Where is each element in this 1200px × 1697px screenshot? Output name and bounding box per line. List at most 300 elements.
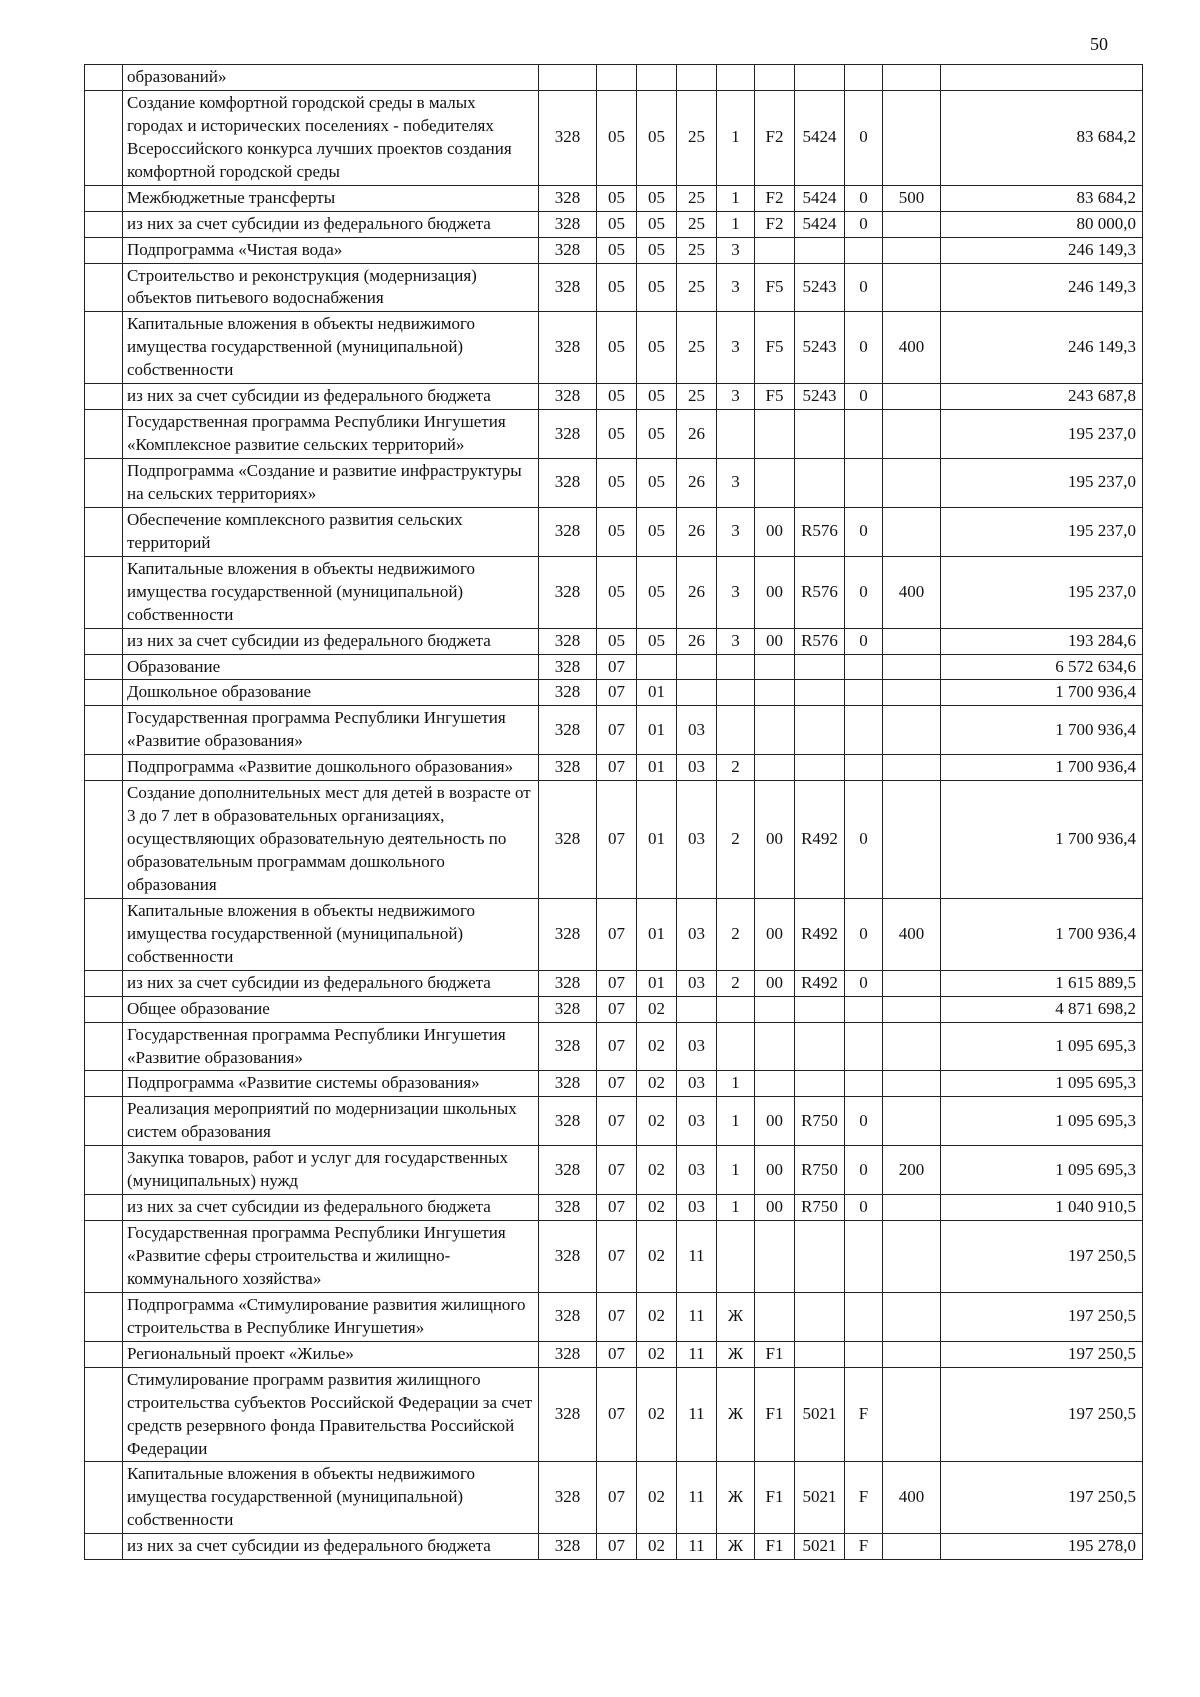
row-amount: 1 700 936,4 — [941, 898, 1143, 970]
row-name: Государственная программа Республики Ингушетия «Развитие образования» — [123, 706, 539, 755]
row-name: Государственная программа Республики Ингушетия «Комплексное развитие сельских территорий» — [123, 410, 539, 459]
row-name: Государственная программа Республики Ингушетия «Развитие образования» — [123, 1022, 539, 1071]
direction-code — [795, 1292, 845, 1341]
subprogram-code: Ж — [717, 1292, 755, 1341]
row-name: Реализация мероприятий по модернизации школьных систем образования — [123, 1097, 539, 1146]
row-name: Межбюджетные трансферты — [123, 185, 539, 211]
direction-code: 5021 — [795, 1367, 845, 1462]
subprogram-code: 3 — [717, 312, 755, 384]
table-row — [85, 1195, 1143, 1221]
ministry-code: 328 — [539, 384, 597, 410]
direction-code — [795, 680, 845, 706]
row-name: из них за счет субсидии из федерального бюджета — [123, 1534, 539, 1560]
subprogram-code: 3 — [717, 507, 755, 556]
direction-code — [795, 1071, 845, 1097]
row-name: из них за счет субсидии из федерального бюджета — [123, 628, 539, 654]
row-number-cell — [85, 781, 123, 899]
table-row — [85, 680, 1143, 706]
expense-type-code — [883, 1367, 941, 1462]
row-name: Закупка товаров, работ и услуг для государственных (муниципальных) нужд — [123, 1146, 539, 1195]
program-code: 25 — [677, 237, 717, 263]
section-code: 05 — [597, 628, 637, 654]
expense-type-code — [883, 507, 941, 556]
row-number-cell — [85, 211, 123, 237]
direction-code: 5243 — [795, 384, 845, 410]
direction-code — [795, 1341, 845, 1367]
ministry-code: 328 — [539, 755, 597, 781]
subprogram-code: 3 — [717, 556, 755, 628]
expense-type-code — [883, 706, 941, 755]
row-name: Образование — [123, 654, 539, 680]
table-row — [85, 970, 1143, 996]
row-number-cell — [85, 1292, 123, 1341]
row-amount: 246 149,3 — [941, 312, 1143, 384]
subsection-code: 05 — [637, 211, 677, 237]
row-number-cell — [85, 1367, 123, 1462]
ministry-code: 328 — [539, 1195, 597, 1221]
row-number-cell — [85, 263, 123, 312]
program-code: 11 — [677, 1367, 717, 1462]
expense-type-code — [883, 781, 941, 899]
budget-table — [84, 64, 1143, 1560]
row-number-cell — [85, 185, 123, 211]
row-number-cell — [85, 970, 123, 996]
ministry-code: 328 — [539, 1221, 597, 1293]
table-row — [85, 556, 1143, 628]
table-row — [85, 312, 1143, 384]
row-name: Капитальные вложения в объекты недвижимого имущества государственной (муниципальной) собственности — [123, 1462, 539, 1534]
section-code: 07 — [597, 1097, 637, 1146]
direction-code — [795, 410, 845, 459]
row-name: из них за счет субсидии из федерального бюджета — [123, 1195, 539, 1221]
row-amount: 1 040 910,5 — [941, 1195, 1143, 1221]
ministry-code: 328 — [539, 628, 597, 654]
subprogram-code: 3 — [717, 459, 755, 508]
row-number-cell — [85, 1022, 123, 1071]
extra-code: 0 — [845, 185, 883, 211]
project-code — [755, 706, 795, 755]
subsection-code: 05 — [637, 90, 677, 185]
subprogram-code — [717, 706, 755, 755]
ministry-code — [539, 65, 597, 91]
expense-type-code — [883, 211, 941, 237]
row-amount: 195 237,0 — [941, 459, 1143, 508]
expense-type-code — [883, 680, 941, 706]
extra-code — [845, 1292, 883, 1341]
row-name: из них за счет субсидии из федерального бюджета — [123, 384, 539, 410]
row-name: Капитальные вложения в объекты недвижимого имущества государственной (муниципальной) собственности — [123, 556, 539, 628]
row-name: Строительство и реконструкция (модернизация) объектов питьевого водоснабжения — [123, 263, 539, 312]
subprogram-code — [717, 680, 755, 706]
row-number-cell — [85, 312, 123, 384]
row-amount: 197 250,5 — [941, 1367, 1143, 1462]
ministry-code: 328 — [539, 1146, 597, 1195]
subsection-code: 01 — [637, 781, 677, 899]
expense-type-code — [883, 65, 941, 91]
table-row — [85, 65, 1143, 91]
expense-type-code — [883, 1341, 941, 1367]
row-number-cell — [85, 755, 123, 781]
extra-code: F — [845, 1534, 883, 1560]
expense-type-code — [883, 1195, 941, 1221]
extra-code — [845, 410, 883, 459]
project-code: 00 — [755, 556, 795, 628]
table-row — [85, 898, 1143, 970]
ministry-code: 328 — [539, 90, 597, 185]
row-amount: 1 615 889,5 — [941, 970, 1143, 996]
project-code: 00 — [755, 781, 795, 899]
ministry-code: 328 — [539, 996, 597, 1022]
subprogram-code: 1 — [717, 90, 755, 185]
subprogram-code: Ж — [717, 1462, 755, 1534]
section-code: 07 — [597, 1462, 637, 1534]
row-number-cell — [85, 507, 123, 556]
subprogram-code: 2 — [717, 781, 755, 899]
row-number-cell — [85, 628, 123, 654]
row-name: Капитальные вложения в объекты недвижимого имущества государственной (муниципальной) собственности — [123, 898, 539, 970]
extra-code: 0 — [845, 1097, 883, 1146]
extra-code: 0 — [845, 970, 883, 996]
section-code: 05 — [597, 185, 637, 211]
ministry-code: 328 — [539, 1341, 597, 1367]
subsection-code: 05 — [637, 507, 677, 556]
program-code: 26 — [677, 628, 717, 654]
program-code: 25 — [677, 312, 717, 384]
program-code: 03 — [677, 970, 717, 996]
program-code: 03 — [677, 781, 717, 899]
extra-code: 0 — [845, 507, 883, 556]
row-amount: 1 700 936,4 — [941, 680, 1143, 706]
project-code: 00 — [755, 898, 795, 970]
row-amount: 1 095 695,3 — [941, 1022, 1143, 1071]
row-number-cell — [85, 654, 123, 680]
expense-type-code: 400 — [883, 898, 941, 970]
subprogram-code — [717, 410, 755, 459]
ministry-code: 328 — [539, 1097, 597, 1146]
expense-type-code — [883, 1534, 941, 1560]
row-amount: 1 095 695,3 — [941, 1146, 1143, 1195]
direction-code: R576 — [795, 507, 845, 556]
direction-code: R492 — [795, 898, 845, 970]
ministry-code: 328 — [539, 556, 597, 628]
program-code: 11 — [677, 1292, 717, 1341]
subprogram-code: 2 — [717, 898, 755, 970]
row-number-cell — [85, 898, 123, 970]
expense-type-code — [883, 384, 941, 410]
subsection-code: 02 — [637, 1462, 677, 1534]
row-amount: 243 687,8 — [941, 384, 1143, 410]
expense-type-code — [883, 755, 941, 781]
ministry-code: 328 — [539, 263, 597, 312]
subsection-code: 02 — [637, 1534, 677, 1560]
program-code: 03 — [677, 1022, 717, 1071]
program-code: 03 — [677, 1097, 717, 1146]
ministry-code: 328 — [539, 1071, 597, 1097]
ministry-code: 328 — [539, 1022, 597, 1071]
row-number-cell — [85, 1097, 123, 1146]
program-code: 26 — [677, 556, 717, 628]
program-code: 03 — [677, 755, 717, 781]
row-name: Подпрограмма «Стимулирование развития жилищного строительства в Республике Ингушетия» — [123, 1292, 539, 1341]
program-code: 25 — [677, 263, 717, 312]
row-name: Подпрограмма «Чистая вода» — [123, 237, 539, 263]
expense-type-code — [883, 237, 941, 263]
section-code: 07 — [597, 680, 637, 706]
subsection-code: 02 — [637, 1195, 677, 1221]
row-name: Подпрограмма «Развитие дошкольного образования» — [123, 755, 539, 781]
section-code: 07 — [597, 1071, 637, 1097]
expense-type-code — [883, 1292, 941, 1341]
extra-code — [845, 680, 883, 706]
table-row — [85, 1292, 1143, 1341]
subsection-code: 02 — [637, 1367, 677, 1462]
extra-code: 0 — [845, 384, 883, 410]
ministry-code: 328 — [539, 312, 597, 384]
expense-type-code — [883, 970, 941, 996]
direction-code: 5424 — [795, 185, 845, 211]
section-code: 07 — [597, 1146, 637, 1195]
row-number-cell — [85, 706, 123, 755]
subprogram-code: 3 — [717, 237, 755, 263]
expense-type-code: 500 — [883, 185, 941, 211]
table-row — [85, 211, 1143, 237]
subprogram-code: 3 — [717, 628, 755, 654]
table-row — [85, 263, 1143, 312]
direction-code — [795, 996, 845, 1022]
row-number-cell — [85, 237, 123, 263]
row-amount: 1 700 936,4 — [941, 755, 1143, 781]
table-row — [85, 90, 1143, 185]
table-row — [85, 507, 1143, 556]
program-code — [677, 996, 717, 1022]
expense-type-code: 400 — [883, 556, 941, 628]
direction-code — [795, 65, 845, 91]
direction-code: R750 — [795, 1146, 845, 1195]
project-code — [755, 1022, 795, 1071]
section-code: 05 — [597, 410, 637, 459]
program-code: 03 — [677, 1146, 717, 1195]
row-name: Региональный проект «Жилье» — [123, 1341, 539, 1367]
extra-code: 0 — [845, 898, 883, 970]
table-row — [85, 1534, 1143, 1560]
subprogram-code — [717, 996, 755, 1022]
section-code — [597, 65, 637, 91]
direction-code — [795, 459, 845, 508]
row-amount: 4 871 698,2 — [941, 996, 1143, 1022]
project-code: F1 — [755, 1367, 795, 1462]
expense-type-code — [883, 628, 941, 654]
row-name: Обеспечение комплексного развития сельских территорий — [123, 507, 539, 556]
table-row — [85, 410, 1143, 459]
table-row — [85, 1221, 1143, 1293]
subsection-code: 02 — [637, 1097, 677, 1146]
section-code: 05 — [597, 263, 637, 312]
row-amount: 195 237,0 — [941, 410, 1143, 459]
direction-code — [795, 706, 845, 755]
row-number-cell — [85, 1221, 123, 1293]
ministry-code: 328 — [539, 898, 597, 970]
row-amount: 246 149,3 — [941, 237, 1143, 263]
section-code: 07 — [597, 1341, 637, 1367]
program-code: 11 — [677, 1341, 717, 1367]
subprogram-code: 1 — [717, 1195, 755, 1221]
ministry-code: 328 — [539, 1292, 597, 1341]
subprogram-code: Ж — [717, 1367, 755, 1462]
subsection-code: 02 — [637, 1292, 677, 1341]
section-code: 07 — [597, 1367, 637, 1462]
program-code: 11 — [677, 1534, 717, 1560]
project-code: 00 — [755, 1195, 795, 1221]
subsection-code: 02 — [637, 1146, 677, 1195]
section-code: 05 — [597, 459, 637, 508]
subsection-code: 02 — [637, 1341, 677, 1367]
ministry-code: 328 — [539, 1534, 597, 1560]
subprogram-code: Ж — [717, 1534, 755, 1560]
row-name: Подпрограмма «Развитие системы образования» — [123, 1071, 539, 1097]
project-code: F1 — [755, 1341, 795, 1367]
row-amount: 195 278,0 — [941, 1534, 1143, 1560]
row-name: Создание дополнительных мест для детей в возрасте от 3 до 7 лет в образовательных организациях, осуществляющих образовательную деятельность по образовательным программам дошкольного образования — [123, 781, 539, 899]
direction-code: 5021 — [795, 1462, 845, 1534]
program-code: 25 — [677, 384, 717, 410]
project-code: F5 — [755, 312, 795, 384]
program-code: 03 — [677, 1195, 717, 1221]
subsection-code: 01 — [637, 970, 677, 996]
ministry-code: 328 — [539, 654, 597, 680]
project-code — [755, 654, 795, 680]
project-code: F2 — [755, 90, 795, 185]
direction-code: 5243 — [795, 312, 845, 384]
direction-code — [795, 1022, 845, 1071]
expense-type-code: 400 — [883, 1462, 941, 1534]
subprogram-code: 3 — [717, 384, 755, 410]
extra-code: 0 — [845, 263, 883, 312]
ministry-code: 328 — [539, 1367, 597, 1462]
row-number-cell — [85, 1534, 123, 1560]
subsection-code: 02 — [637, 1221, 677, 1293]
subsection-code: 05 — [637, 263, 677, 312]
project-code: F5 — [755, 384, 795, 410]
row-amount: 1 095 695,3 — [941, 1071, 1143, 1097]
section-code: 07 — [597, 1022, 637, 1071]
direction-code — [795, 654, 845, 680]
ministry-code: 328 — [539, 970, 597, 996]
extra-code: F — [845, 1462, 883, 1534]
project-code — [755, 755, 795, 781]
direction-code: R492 — [795, 781, 845, 899]
program-code — [677, 680, 717, 706]
subsection-code: 01 — [637, 680, 677, 706]
row-name: Подпрограмма «Создание и развитие инфраструктуры на сельских территориях» — [123, 459, 539, 508]
row-amount: 197 250,5 — [941, 1341, 1143, 1367]
extra-code — [845, 706, 883, 755]
section-code: 05 — [597, 384, 637, 410]
project-code: F1 — [755, 1534, 795, 1560]
table-row — [85, 1071, 1143, 1097]
row-number-cell — [85, 1146, 123, 1195]
table-row — [85, 628, 1143, 654]
section-code: 05 — [597, 312, 637, 384]
ministry-code: 328 — [539, 781, 597, 899]
project-code: 00 — [755, 1097, 795, 1146]
expense-type-code — [883, 459, 941, 508]
project-code: 00 — [755, 1146, 795, 1195]
ministry-code: 328 — [539, 185, 597, 211]
extra-code: 0 — [845, 1146, 883, 1195]
project-code: 00 — [755, 507, 795, 556]
row-name: из них за счет субсидии из федерального бюджета — [123, 970, 539, 996]
table-row — [85, 654, 1143, 680]
subsection-code: 05 — [637, 185, 677, 211]
extra-code — [845, 755, 883, 781]
subprogram-code: 1 — [717, 211, 755, 237]
row-amount: 195 237,0 — [941, 507, 1143, 556]
section-code: 07 — [597, 996, 637, 1022]
direction-code: 5424 — [795, 90, 845, 185]
program-code — [677, 654, 717, 680]
subprogram-code: 1 — [717, 1146, 755, 1195]
project-code — [755, 1221, 795, 1293]
row-amount: 193 284,6 — [941, 628, 1143, 654]
row-amount — [941, 65, 1143, 91]
table-row — [85, 237, 1143, 263]
ministry-code: 328 — [539, 706, 597, 755]
extra-code: 0 — [845, 781, 883, 899]
project-code: 00 — [755, 970, 795, 996]
project-code — [755, 680, 795, 706]
ministry-code: 328 — [539, 1462, 597, 1534]
row-number-cell — [85, 410, 123, 459]
direction-code: R492 — [795, 970, 845, 996]
extra-code — [845, 1221, 883, 1293]
direction-code: 5021 — [795, 1534, 845, 1560]
row-number-cell — [85, 556, 123, 628]
page-number: 50 — [1090, 34, 1108, 54]
extra-code — [845, 459, 883, 508]
program-code: 25 — [677, 211, 717, 237]
program-code: 25 — [677, 185, 717, 211]
expense-type-code — [883, 1071, 941, 1097]
subsection-code: 05 — [637, 237, 677, 263]
row-number-cell — [85, 1341, 123, 1367]
subsection-code: 05 — [637, 410, 677, 459]
extra-code: F — [845, 1367, 883, 1462]
project-code: F1 — [755, 1462, 795, 1534]
subsection-code: 02 — [637, 996, 677, 1022]
ministry-code: 328 — [539, 507, 597, 556]
table-body — [85, 65, 1143, 1560]
program-code: 03 — [677, 1071, 717, 1097]
subprogram-code: 2 — [717, 755, 755, 781]
subsection-code: 05 — [637, 312, 677, 384]
subprogram-code: 1 — [717, 1071, 755, 1097]
extra-code — [845, 654, 883, 680]
project-code: F5 — [755, 263, 795, 312]
section-code: 05 — [597, 507, 637, 556]
subsection-code: 02 — [637, 1022, 677, 1071]
expense-type-code — [883, 1097, 941, 1146]
direction-code: R750 — [795, 1097, 845, 1146]
extra-code — [845, 237, 883, 263]
subsection-code — [637, 65, 677, 91]
row-name: образований» — [123, 65, 539, 91]
subprogram-code — [717, 1022, 755, 1071]
expense-type-code — [883, 996, 941, 1022]
table-row — [85, 996, 1143, 1022]
direction-code — [795, 755, 845, 781]
row-name: Общее образование — [123, 996, 539, 1022]
row-amount: 197 250,5 — [941, 1221, 1143, 1293]
